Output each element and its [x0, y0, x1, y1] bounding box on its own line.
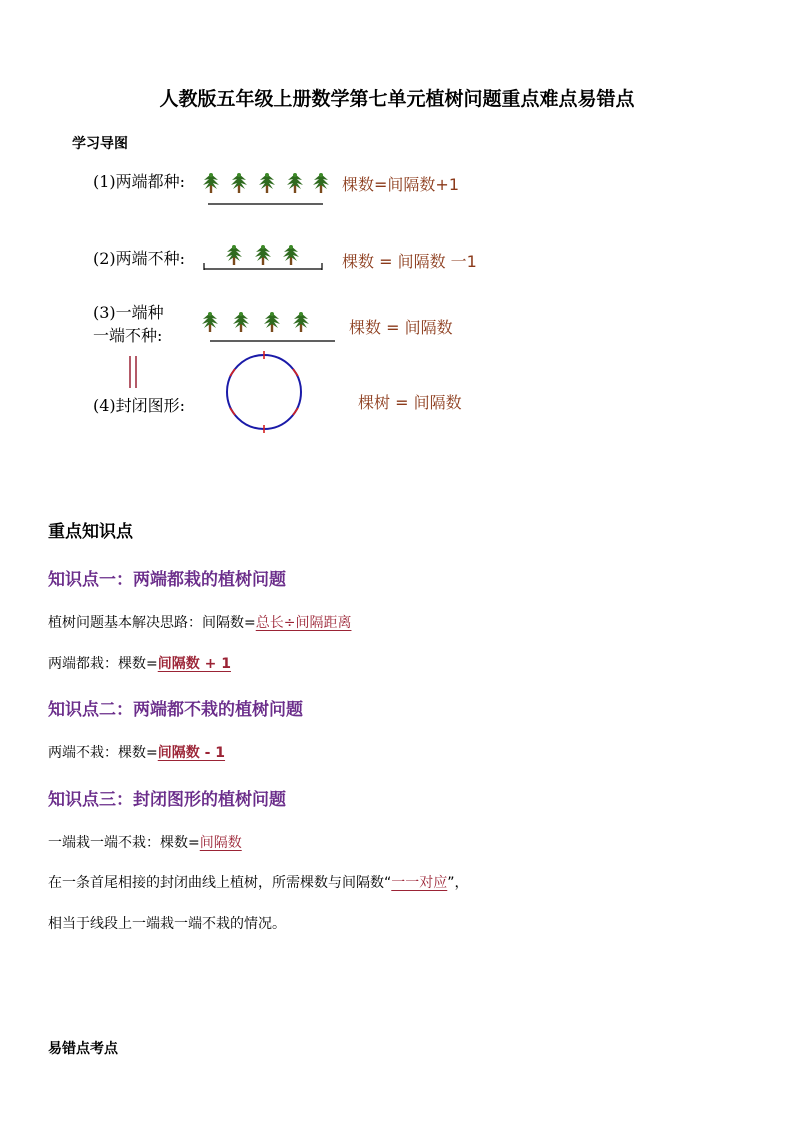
case2-illustration — [204, 245, 322, 270]
case2-formula: 棵数 = 间隔数 一1 — [342, 252, 477, 271]
case3-label-line2: 一端不种: — [93, 326, 163, 345]
case1-formula: 棵数=间隔数+1 — [342, 175, 459, 194]
case4-formula: 棵树 = 间隔数 — [358, 393, 462, 412]
case4-illustration — [227, 351, 301, 433]
tree-icon — [233, 312, 249, 332]
kp3-title: 知识点三：封闭图形的植树问题 — [48, 790, 286, 810]
tree-icon — [287, 173, 303, 193]
kp2-line1 — [48, 742, 225, 762]
kp1-line2-text: 两端都栽：棵数= — [48, 656, 158, 672]
tree-icon — [264, 312, 280, 332]
case3-formula: 棵数 = 间隔数 — [349, 318, 453, 337]
kp1-line2 — [48, 653, 231, 673]
kp3-line2-text: 在一条首尾相接的封闭曲线上植树，所需棵数与间隔数“ — [48, 875, 392, 891]
kp3-line2 — [48, 872, 469, 892]
tree-icon — [313, 173, 329, 193]
kp3-line2-answer: 一一对应 — [391, 875, 448, 891]
kp2-title: 知识点二：两端都不栽的植树问题 — [48, 700, 303, 720]
tree-icon — [226, 245, 242, 265]
kp1-line1-answer: 总长÷间隔距离 — [255, 615, 352, 631]
kp3-line1-text: 一端栽一端不栽：棵数= — [48, 835, 200, 851]
page-title: 人教版五年级上册数学第七单元植树问题重点难点易错点 — [159, 88, 635, 110]
kp3-line1 — [48, 832, 242, 852]
kp1-line2-answer: 间隔数 + 1 — [157, 656, 231, 672]
tree-icon — [293, 312, 309, 332]
tree-icon — [259, 173, 275, 193]
tree-icon — [283, 245, 299, 265]
kp3-line3: 相当于线段上一端栽一端不栽的情况。 — [48, 916, 286, 932]
tree-icon — [203, 173, 219, 193]
kp2-line1-text: 两端不栽：棵数= — [48, 745, 158, 761]
tree-icon — [202, 312, 218, 332]
kp1-line1 — [48, 612, 351, 632]
closed-circle — [227, 355, 301, 429]
case3-illustration — [202, 312, 335, 341]
guide-heading: 学习导图 — [72, 136, 128, 152]
tree-icon — [255, 245, 271, 265]
kp3-line2-suffix: ”， — [447, 875, 469, 891]
case3-label-line1: (3)一端种 — [93, 303, 164, 322]
case1-illustration — [203, 173, 329, 204]
tree-icon — [231, 173, 247, 193]
kp1-line1-text: 植树问题基本解决思路：间隔数= — [48, 615, 256, 631]
case1-label: (1)两端都种: — [93, 172, 186, 191]
case2-label: (2)两端不种: — [93, 249, 186, 268]
equivalence-mark — [130, 356, 136, 388]
case4-label: (4)封闭图形: — [93, 396, 186, 415]
kp1-title: 知识点一：两端都栽的植树问题 — [48, 570, 286, 590]
errors-heading: 易错点考点 — [48, 1041, 118, 1057]
kp3-line1-answer: 间隔数 — [199, 835, 242, 851]
kp2-line1-answer: 间隔数 - 1 — [157, 745, 226, 761]
key-points-heading: 重点知识点 — [48, 522, 133, 542]
